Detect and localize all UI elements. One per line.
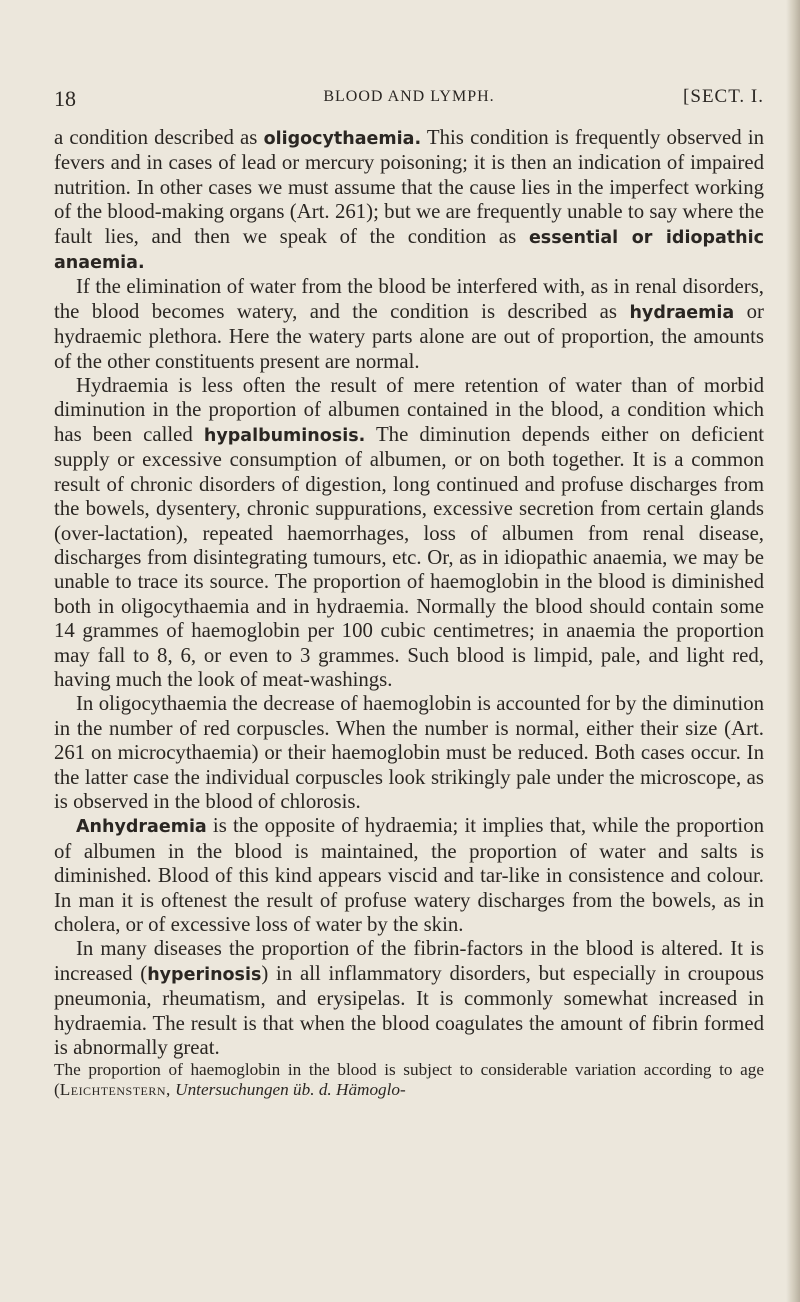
term-essential-anaemia: essential or idiopathic anaemia. (54, 227, 764, 274)
footnote: The proportion of haemoglobin in the blood is subject to considerable variation according to age (Leichtenstern, Untersuchungen üb. d. Hämoglo- (54, 1060, 764, 1100)
page-header (54, 86, 764, 112)
paragraph-oligocythaemia: a condition described as oligocythaemia. This condition is frequently observed in fevers and in cases of lead or mercury poisoning; it is then an indication of impaired nutrition. In other cases we must assume that the cause lies in the imperfect working of the blood-making organs (Art. 261); but we are frequently unable to say where the fault lies, and then we speak of the condition as essential or idiopathic anaemia. (54, 126, 764, 274)
body-text (54, 126, 764, 1100)
paragraph-haemoglobin-decrease: In oligocythaemia the decrease of haemoglobin is accounted for by the diminution in the number of red corpuscles. When the number is normal, either their size (Art. 261 on microcythaemia) or their haemoglobin must be reduced. Both cases occur. In the latter case the individual corpuscles look strikingly pale under the microscope, as is observed in the blood of chlorosis. (54, 692, 764, 813)
paragraph-anhydraemia: Anhydraemia is the opposite of hydraemia; it implies that, while the proportion of albumen in the blood is maintained, the proportion of water and salts is diminished. Blood of this kind appears viscid and tar-like in consistence and colour. In man it is oftenest the result of profuse watery discharges from the bowels, as in cholera, or of excessive loss of water by the skin. (54, 814, 764, 936)
term-oligocythaemia: oligocythaemia. (263, 129, 422, 149)
term-hyperinosis: hyperinosis (147, 964, 262, 985)
term-hydraemia: hydraemia (629, 302, 735, 323)
paragraph-hyperinosis: In many diseases the proportion of the fibrin-factors in the blood is altered. It is increased (hyperinosis) in all inflammatory disorders, but especially in croupous pneumonia, rheumatism, and erysipelas. It is commonly somewhat increased in hydraemia. The result is that when the blood coagulates the amount of fibrin formed is abnormally great. (54, 937, 764, 1060)
paragraph-hypalbuminosis: Hydraemia is less often the result of mere retention of water than of morbid diminution in the proportion of albumen contained in the blood, a condition which has been called hypalbuminosis. The diminution depends either on deficient supply or excessive consumption of albumen, or on both together. It is a common result of chronic disorders of digestion, long continued and profuse discharges from the bowels, dysentery, chronic suppurations, excessive secretion from certain glands (over-lactation), repeated haemorrhages, loss of albumen from renal disease, discharges from disintegrating tumours, etc. Or, as in idiopathic anaemia, we may be unable to trace its source. The proportion of haemoglobin in the blood is diminished both in oligocythaemia and in hydraemia. Normally the blood should contain some 14 grammes of haemoglobin per 100 cubic centimetres; in anaemia the proportion may fall to 8, 6, or even to 3 grammes. Such blood is limpid, pale, and light red, having much the look of meat-washings. (54, 374, 765, 691)
page-edge-shadow (786, 0, 800, 1302)
page-number: 18 (54, 86, 76, 111)
paragraph-hydraemia: If the elimination of water from the blood be interfered with, as in renal disorders, the blood becomes watery, and the condition is described as hydraemia or hydraemic plethora. Here the watery parts alone are out of proportion, the amounts of the other constituents present are normal. (54, 275, 764, 373)
footnote-work: Untersuchungen üb. d. Hämoglo- (175, 1080, 406, 1100)
running-title: BLOOD AND LYMPH. (323, 88, 495, 105)
section-label: [SECT. I. (683, 86, 764, 107)
footnote-author: Leichtenstern, (59, 1080, 171, 1100)
term-anhydraemia: Anhydraemia (76, 817, 207, 838)
term-hypalbuminosis: hypalbuminosis. (203, 425, 366, 446)
